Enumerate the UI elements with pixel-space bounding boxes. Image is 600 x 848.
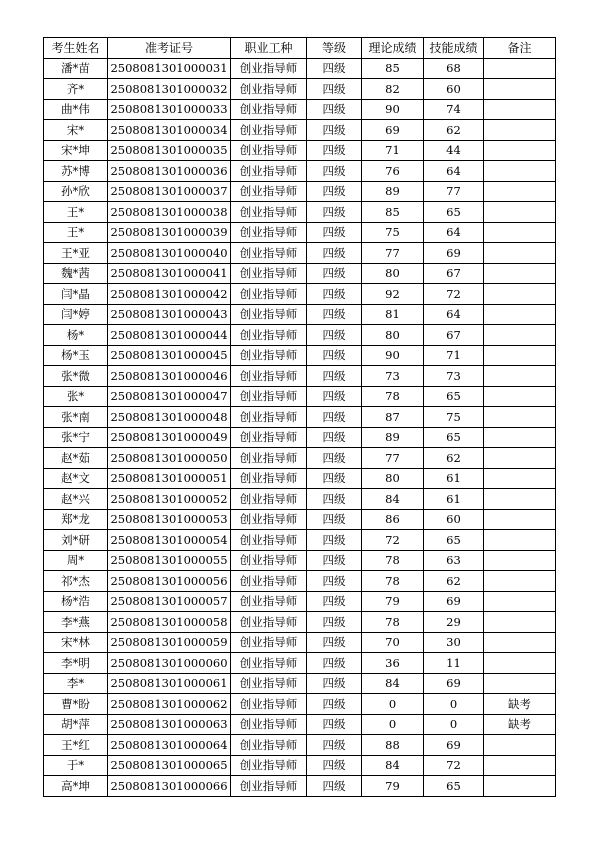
cell-remarks [484,386,556,407]
cell-occupation: 创业指导师 [231,550,307,571]
cell-theory-score: 90 [362,345,424,366]
cell-level: 四级 [307,366,362,387]
cell-skill-score: 65 [424,386,484,407]
cell-occupation: 创业指导师 [231,161,307,182]
cell-occupation: 创业指导师 [231,714,307,735]
cell-exam-id: 2508081301000059 [108,632,231,653]
cell-theory-score: 80 [362,325,424,346]
cell-level: 四级 [307,99,362,120]
cell-remarks [484,591,556,612]
cell-exam-id: 2508081301000034 [108,120,231,141]
cell-theory-score: 78 [362,386,424,407]
cell-occupation: 创业指导师 [231,632,307,653]
cell-name: 杨*浩 [44,591,108,612]
table-row [44,776,556,797]
cell-exam-id: 2508081301000032 [108,79,231,100]
cell-skill-score: 73 [424,366,484,387]
cell-exam-id: 2508081301000046 [108,366,231,387]
cell-occupation: 创业指导师 [231,120,307,141]
table-row [44,632,556,653]
cell-exam-id: 2508081301000058 [108,612,231,633]
cell-level: 四级 [307,181,362,202]
cell-level: 四级 [307,161,362,182]
cell-occupation: 创业指导师 [231,673,307,694]
table-row [44,181,556,202]
cell-occupation: 创业指导师 [231,202,307,223]
cell-skill-score: 64 [424,304,484,325]
table-row [44,653,556,674]
cell-remarks [484,468,556,489]
cell-remarks [484,120,556,141]
cell-theory-score: 92 [362,284,424,305]
cell-exam-id: 2508081301000033 [108,99,231,120]
header-level: 等级 [307,38,362,59]
cell-skill-score: 65 [424,530,484,551]
cell-name: 李*明 [44,653,108,674]
cell-theory-score: 84 [362,755,424,776]
cell-exam-id: 2508081301000052 [108,489,231,510]
cell-exam-id: 2508081301000051 [108,468,231,489]
cell-level: 四级 [307,509,362,530]
table-row [44,140,556,161]
cell-name: 曲*伟 [44,99,108,120]
cell-occupation: 创业指导师 [231,222,307,243]
cell-exam-id: 2508081301000047 [108,386,231,407]
cell-name: 李*燕 [44,612,108,633]
cell-exam-id: 2508081301000044 [108,325,231,346]
cell-skill-score: 69 [424,243,484,264]
cell-theory-score: 84 [362,489,424,510]
cell-occupation: 创业指导师 [231,468,307,489]
cell-exam-id: 2508081301000037 [108,181,231,202]
header-theory-score: 理论成绩 [362,38,424,59]
cell-name: 祁*杰 [44,571,108,592]
cell-theory-score: 86 [362,509,424,530]
cell-skill-score: 65 [424,427,484,448]
cell-level: 四级 [307,140,362,161]
cell-occupation: 创业指导师 [231,694,307,715]
cell-name: 赵*兴 [44,489,108,510]
cell-level: 四级 [307,653,362,674]
cell-exam-id: 2508081301000060 [108,653,231,674]
cell-level: 四级 [307,427,362,448]
table-row [44,694,556,715]
cell-theory-score: 72 [362,530,424,551]
cell-theory-score: 85 [362,202,424,223]
table-row [44,550,556,571]
cell-name: 高*坤 [44,776,108,797]
cell-level: 四级 [307,79,362,100]
table-row [44,99,556,120]
cell-name: 赵*文 [44,468,108,489]
table-header [44,38,556,59]
cell-skill-score: 74 [424,99,484,120]
cell-theory-score: 0 [362,694,424,715]
cell-name: 杨* [44,325,108,346]
cell-occupation: 创业指导师 [231,79,307,100]
cell-exam-id: 2508081301000039 [108,222,231,243]
cell-name: 宋*坤 [44,140,108,161]
table-row [44,161,556,182]
cell-remarks [484,427,556,448]
cell-occupation: 创业指导师 [231,99,307,120]
cell-occupation: 创业指导师 [231,263,307,284]
cell-occupation: 创业指导师 [231,243,307,264]
cell-occupation: 创业指导师 [231,591,307,612]
cell-name: 于* [44,755,108,776]
table-row [44,366,556,387]
cell-name: 郑*龙 [44,509,108,530]
cell-level: 四级 [307,284,362,305]
cell-exam-id: 2508081301000063 [108,714,231,735]
cell-level: 四级 [307,489,362,510]
cell-remarks [484,735,556,756]
cell-exam-id: 2508081301000066 [108,776,231,797]
cell-exam-id: 2508081301000062 [108,694,231,715]
cell-occupation: 创业指导师 [231,735,307,756]
cell-skill-score: 11 [424,653,484,674]
cell-skill-score: 71 [424,345,484,366]
cell-theory-score: 79 [362,591,424,612]
cell-exam-id: 2508081301000041 [108,263,231,284]
cell-level: 四级 [307,591,362,612]
cell-skill-score: 61 [424,489,484,510]
cell-level: 四级 [307,386,362,407]
cell-skill-score: 0 [424,694,484,715]
cell-remarks [484,407,556,428]
cell-occupation: 创业指导师 [231,407,307,428]
cell-theory-score: 75 [362,222,424,243]
cell-occupation: 创业指导师 [231,530,307,551]
cell-theory-score: 71 [362,140,424,161]
cell-theory-score: 76 [362,161,424,182]
cell-skill-score: 30 [424,632,484,653]
table-row [44,243,556,264]
table-row [44,591,556,612]
cell-remarks [484,366,556,387]
cell-name: 赵*茹 [44,448,108,469]
cell-exam-id: 2508081301000031 [108,58,231,79]
cell-exam-id: 2508081301000056 [108,571,231,592]
header-exam-id: 准考证号 [108,38,231,59]
cell-skill-score: 62 [424,448,484,469]
cell-remarks [484,161,556,182]
cell-exam-id: 2508081301000050 [108,448,231,469]
cell-remarks [484,140,556,161]
cell-level: 四级 [307,202,362,223]
cell-occupation: 创业指导师 [231,345,307,366]
cell-skill-score: 67 [424,325,484,346]
table-row [44,304,556,325]
cell-name: 周* [44,550,108,571]
cell-exam-id: 2508081301000035 [108,140,231,161]
cell-remarks [484,243,556,264]
cell-skill-score: 72 [424,755,484,776]
score-table [43,37,556,797]
cell-level: 四级 [307,468,362,489]
table-row [44,530,556,551]
cell-remarks [484,653,556,674]
cell-remarks [484,99,556,120]
cell-occupation: 创业指导师 [231,58,307,79]
table-row [44,325,556,346]
table-row [44,386,556,407]
cell-theory-score: 78 [362,571,424,592]
cell-exam-id: 2508081301000057 [108,591,231,612]
cell-remarks [484,58,556,79]
cell-level: 四级 [307,571,362,592]
cell-skill-score: 77 [424,181,484,202]
cell-level: 四级 [307,714,362,735]
cell-name: 胡*萍 [44,714,108,735]
cell-remarks [484,181,556,202]
cell-skill-score: 62 [424,571,484,592]
cell-theory-score: 89 [362,427,424,448]
table-row [44,714,556,735]
cell-theory-score: 81 [362,304,424,325]
table-row [44,509,556,530]
table-row [44,448,556,469]
cell-theory-score: 73 [362,366,424,387]
table-row [44,284,556,305]
cell-exam-id: 2508081301000043 [108,304,231,325]
cell-remarks: 缺考 [484,714,556,735]
cell-theory-score: 90 [362,99,424,120]
table-row [44,735,556,756]
cell-exam-id: 2508081301000055 [108,550,231,571]
table-row [44,345,556,366]
cell-occupation: 创业指导师 [231,366,307,387]
cell-level: 四级 [307,120,362,141]
cell-level: 四级 [307,325,362,346]
cell-name: 王* [44,222,108,243]
cell-occupation: 创业指导师 [231,571,307,592]
cell-skill-score: 61 [424,468,484,489]
cell-skill-score: 0 [424,714,484,735]
cell-name: 齐* [44,79,108,100]
table-row [44,407,556,428]
cell-skill-score: 62 [424,120,484,141]
cell-skill-score: 69 [424,673,484,694]
cell-occupation: 创业指导师 [231,140,307,161]
cell-remarks [484,755,556,776]
cell-remarks [484,202,556,223]
cell-occupation: 创业指导师 [231,284,307,305]
cell-skill-score: 67 [424,263,484,284]
cell-remarks [484,263,556,284]
header-name: 考生姓名 [44,38,108,59]
cell-name: 闫*晶 [44,284,108,305]
table-row [44,120,556,141]
cell-exam-id: 2508081301000048 [108,407,231,428]
cell-theory-score: 69 [362,120,424,141]
cell-name: 宋*林 [44,632,108,653]
cell-level: 四级 [307,222,362,243]
cell-level: 四级 [307,448,362,469]
cell-skill-score: 64 [424,161,484,182]
cell-theory-score: 70 [362,632,424,653]
cell-level: 四级 [307,345,362,366]
cell-name: 张* [44,386,108,407]
cell-level: 四级 [307,407,362,428]
cell-level: 四级 [307,755,362,776]
table-row [44,427,556,448]
cell-occupation: 创业指导师 [231,653,307,674]
cell-theory-score: 36 [362,653,424,674]
table-row [44,755,556,776]
table-row [44,571,556,592]
cell-exam-id: 2508081301000053 [108,509,231,530]
cell-name: 苏*博 [44,161,108,182]
table-row [44,202,556,223]
cell-name: 张*南 [44,407,108,428]
cell-exam-id: 2508081301000045 [108,345,231,366]
cell-occupation: 创业指导师 [231,427,307,448]
cell-name: 杨*玉 [44,345,108,366]
cell-theory-score: 79 [362,776,424,797]
cell-remarks [484,325,556,346]
cell-occupation: 创业指导师 [231,448,307,469]
cell-theory-score: 0 [362,714,424,735]
cell-skill-score: 64 [424,222,484,243]
cell-theory-score: 89 [362,181,424,202]
cell-skill-score: 29 [424,612,484,633]
cell-exam-id: 2508081301000040 [108,243,231,264]
cell-name: 魏*茜 [44,263,108,284]
cell-name: 张*微 [44,366,108,387]
cell-level: 四级 [307,776,362,797]
cell-level: 四级 [307,694,362,715]
cell-name: 闫*婷 [44,304,108,325]
cell-theory-score: 80 [362,263,424,284]
cell-theory-score: 84 [362,673,424,694]
cell-occupation: 创业指导师 [231,489,307,510]
cell-remarks [484,530,556,551]
cell-level: 四级 [307,530,362,551]
cell-level: 四级 [307,550,362,571]
cell-skill-score: 72 [424,284,484,305]
cell-skill-score: 68 [424,58,484,79]
cell-skill-score: 60 [424,79,484,100]
cell-name: 孙*欣 [44,181,108,202]
cell-remarks [484,632,556,653]
table-row [44,468,556,489]
cell-remarks [484,448,556,469]
cell-level: 四级 [307,304,362,325]
cell-level: 四级 [307,58,362,79]
table-body [44,58,556,796]
header-remarks: 备注 [484,38,556,59]
cell-theory-score: 78 [362,612,424,633]
cell-name: 李* [44,673,108,694]
cell-exam-id: 2508081301000042 [108,284,231,305]
cell-name: 王* [44,202,108,223]
cell-name: 王*亚 [44,243,108,264]
cell-name: 张*宁 [44,427,108,448]
cell-remarks [484,304,556,325]
table-row [44,222,556,243]
cell-theory-score: 77 [362,448,424,469]
cell-skill-score: 65 [424,202,484,223]
cell-exam-id: 2508081301000061 [108,673,231,694]
cell-skill-score: 69 [424,591,484,612]
cell-remarks [484,571,556,592]
cell-remarks [484,509,556,530]
cell-occupation: 创业指导师 [231,612,307,633]
cell-name: 宋* [44,120,108,141]
cell-exam-id: 2508081301000036 [108,161,231,182]
cell-level: 四级 [307,612,362,633]
cell-occupation: 创业指导师 [231,181,307,202]
cell-skill-score: 63 [424,550,484,571]
table-row [44,58,556,79]
cell-remarks [484,489,556,510]
cell-name: 潘*苗 [44,58,108,79]
cell-occupation: 创业指导师 [231,776,307,797]
cell-occupation: 创业指导师 [231,386,307,407]
cell-remarks [484,345,556,366]
cell-skill-score: 60 [424,509,484,530]
cell-theory-score: 82 [362,79,424,100]
cell-theory-score: 88 [362,735,424,756]
cell-level: 四级 [307,735,362,756]
cell-remarks [484,776,556,797]
cell-exam-id: 2508081301000065 [108,755,231,776]
cell-occupation: 创业指导师 [231,755,307,776]
cell-exam-id: 2508081301000064 [108,735,231,756]
table-row [44,263,556,284]
cell-name: 王*红 [44,735,108,756]
cell-remarks [484,612,556,633]
cell-remarks [484,550,556,571]
table-row [44,673,556,694]
header-skill-score: 技能成绩 [424,38,484,59]
cell-exam-id: 2508081301000038 [108,202,231,223]
cell-remarks [484,222,556,243]
cell-theory-score: 77 [362,243,424,264]
cell-name: 曹*盼 [44,694,108,715]
cell-remarks [484,673,556,694]
cell-exam-id: 2508081301000049 [108,427,231,448]
cell-level: 四级 [307,673,362,694]
cell-name: 刘*研 [44,530,108,551]
cell-occupation: 创业指导师 [231,325,307,346]
header-row [44,38,556,59]
cell-skill-score: 75 [424,407,484,428]
cell-theory-score: 80 [362,468,424,489]
table-row [44,489,556,510]
cell-remarks: 缺考 [484,694,556,715]
cell-skill-score: 69 [424,735,484,756]
cell-skill-score: 44 [424,140,484,161]
cell-theory-score: 78 [362,550,424,571]
cell-remarks [484,284,556,305]
cell-theory-score: 85 [362,58,424,79]
cell-level: 四级 [307,632,362,653]
cell-theory-score: 87 [362,407,424,428]
cell-skill-score: 65 [424,776,484,797]
table-row [44,79,556,100]
cell-remarks [484,79,556,100]
cell-level: 四级 [307,263,362,284]
cell-occupation: 创业指导师 [231,304,307,325]
table-row [44,612,556,633]
cell-level: 四级 [307,243,362,264]
cell-occupation: 创业指导师 [231,509,307,530]
header-occupation: 职业工种 [231,38,307,59]
cell-exam-id: 2508081301000054 [108,530,231,551]
